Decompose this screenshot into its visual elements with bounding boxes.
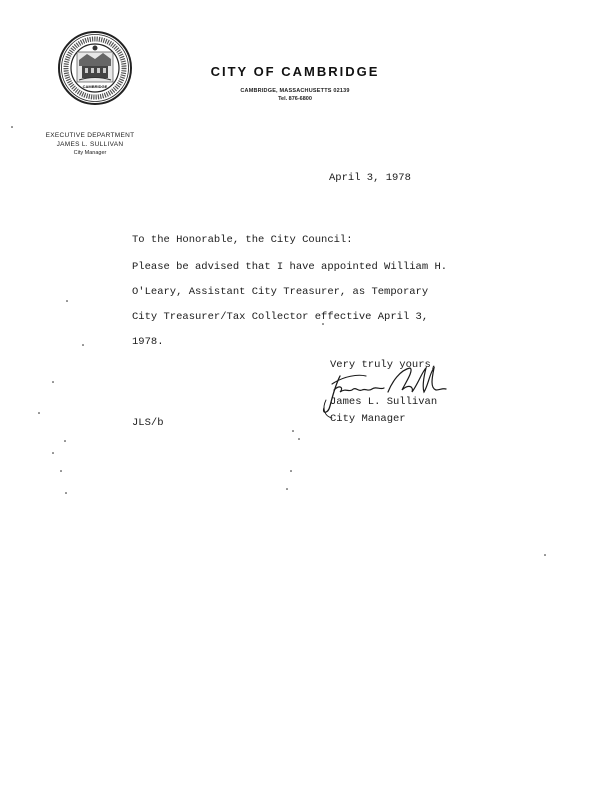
scan-speck — [66, 300, 68, 302]
letter-closing: Very truly yours, — [330, 359, 438, 371]
scan-speck — [322, 323, 324, 325]
typist-initials: JLS/b — [132, 417, 164, 429]
scan-speck — [38, 412, 40, 414]
department-manager-title: City Manager — [73, 150, 107, 156]
scan-speck — [65, 492, 67, 494]
letter-body-line: O'Leary, Assistant City Treasurer, as Temporary — [132, 286, 429, 298]
letter-date: April 3, 1978 — [329, 172, 411, 184]
svg-text:CAMBRIDGE: CAMBRIDGE — [82, 84, 108, 89]
signer-name: James L. Sullivan — [330, 396, 438, 408]
city-name-heading: CITY OF CAMBRIDGE — [210, 64, 380, 79]
scan-speck — [298, 438, 300, 440]
city-telephone: Tel. 876-6800 — [278, 96, 312, 102]
scan-speck — [292, 430, 294, 432]
scan-speck — [52, 381, 54, 383]
letter-body-line: 1978. — [132, 336, 164, 348]
scan-speck — [64, 440, 66, 442]
scan-speck — [286, 488, 288, 490]
department-manager-name: JAMES L. SULLIVAN — [56, 141, 124, 148]
handwritten-signature — [318, 362, 448, 420]
department-name: EXECUTIVE DEPARTMENT — [45, 132, 135, 139]
scan-speck — [52, 452, 54, 454]
city-address: CAMBRIDGE, MASSACHUSETTS 02139 — [240, 88, 350, 94]
signer-title: City Manager — [330, 413, 406, 425]
city-seal-logo — [57, 30, 133, 106]
scan-speck — [290, 470, 292, 472]
scan-speck — [60, 470, 62, 472]
scan-speck — [82, 344, 84, 346]
scan-speck — [11, 126, 13, 128]
department-block — [30, 131, 150, 158]
letter-body-line: Please be advised that I have appointed William H. — [132, 261, 448, 273]
letter-salutation: To the Honorable, the City Council: — [132, 234, 353, 246]
letter-body-line: City Treasurer/Tax Collector effective April 3, — [132, 311, 429, 323]
scan-speck — [544, 554, 546, 556]
